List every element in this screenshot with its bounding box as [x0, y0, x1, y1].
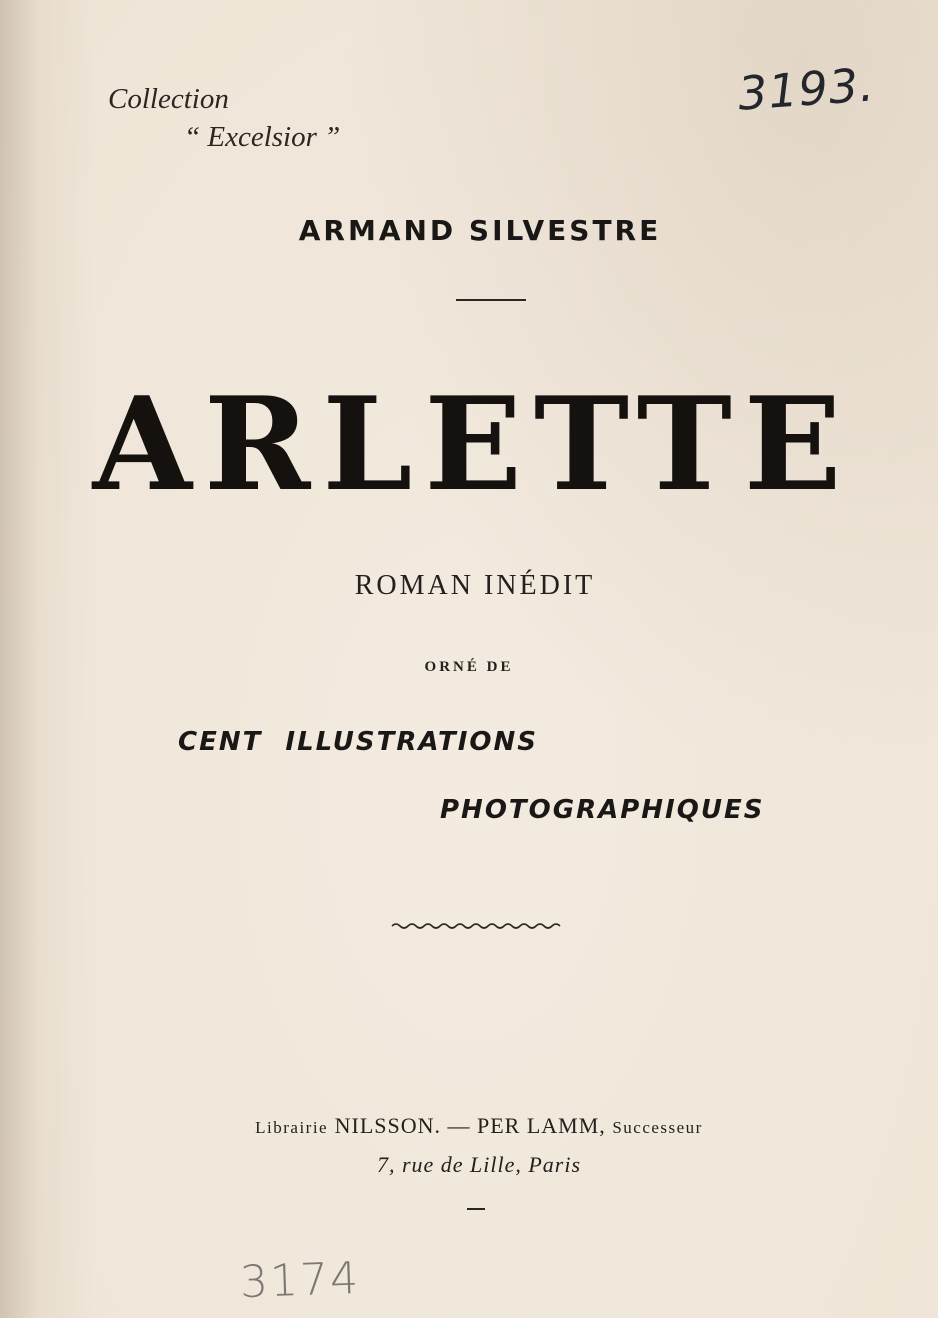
pencil-number: 3174: [239, 1252, 361, 1309]
collection-label: [108, 80, 340, 156]
bottom-rule-divider: [467, 1208, 485, 1210]
book-title: ARLETTE: [92, 370, 854, 520]
book-subtitle: ROMAN INÉDIT: [354, 570, 596, 601]
collection-line-2: “ Excelsior ”: [184, 121, 341, 153]
orne-de-label: ORNÉ DE: [424, 659, 514, 675]
wavy-ornament-divider: [390, 920, 562, 932]
illustrations-line-1: CENT ILLUSTRATIONS: [178, 727, 538, 757]
handwritten-catalog-number: 3193.: [736, 57, 877, 121]
publisher-names: NILSSON. — PER LAMM,: [334, 1113, 606, 1138]
publisher-line: [0, 1113, 938, 1139]
top-rule-divider: [456, 299, 526, 301]
publisher-librairie: Librairie: [255, 1118, 329, 1137]
collection-line-1: Collection: [108, 83, 229, 115]
publisher-address: 7, rue de Lille, Paris: [376, 1152, 582, 1177]
author-name: ARMAND SILVESTRE: [298, 214, 662, 247]
illustrations-line-2: PHOTOGRAPHIQUES: [440, 795, 765, 825]
publisher-successeur: Successeur: [612, 1118, 703, 1137]
